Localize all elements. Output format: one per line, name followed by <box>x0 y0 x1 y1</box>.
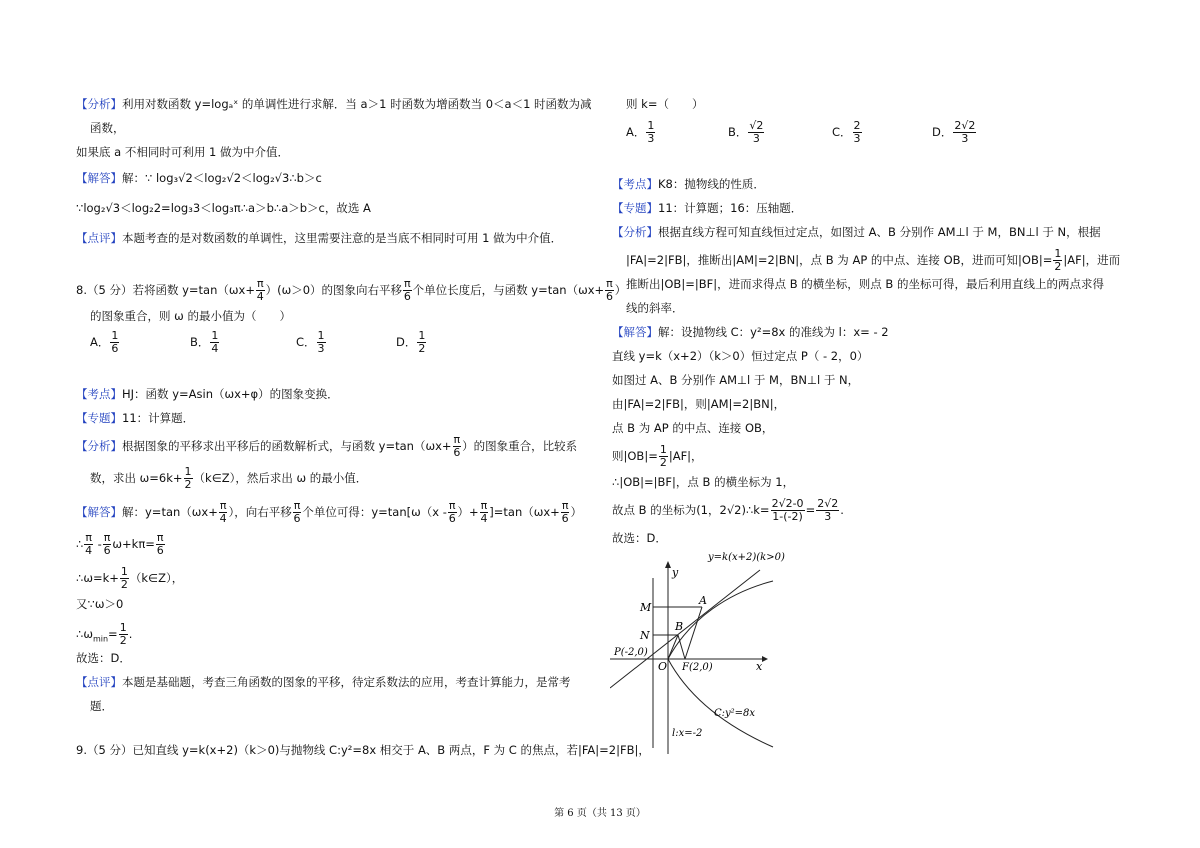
m-label: M <box>640 601 652 614</box>
q9-option-a: A． $\frac{1}{3}$ <box>626 119 655 145</box>
q9-fenxi-2: |FA|=2|FB|，推断出|AM|=2|BN|，点 B 为 AP 的中点、连接 OB，进而可知|OB|= $\frac{1}{2}$ |AF|，进而 <box>626 247 1121 273</box>
l-label: l:x=-2 <box>672 728 703 739</box>
q8-text-b: ）(ω＞0）的图象向右平移 <box>265 283 403 297</box>
q8-fenxi-2: 数，求出 ω=6k+ $\frac{1}{2}$ （k∈Z），然后求出 ω 的最小值． <box>90 465 368 491</box>
answer-tag: 【解答】 <box>76 171 122 185</box>
q8-kaodian: 【考点】HJ：函数 y=Asin（ωx+φ）的图象变换． <box>76 387 339 401</box>
q8-dianping-1: 【点评】本题是基础题，考查三角函数的图象的平移，待定系数法的应用，考查计算能力，是常考 <box>76 675 571 689</box>
q9-line-2: 则 k=（ ） <box>626 97 704 111</box>
q8-jieda-3: ∴ω=k+ $\frac{1}{2}$ （k∈Z）， <box>76 565 184 591</box>
a-label: A <box>699 594 707 607</box>
q8-text-d: ） <box>614 283 627 297</box>
fraction: $\frac{\pi}{4}$ <box>256 277 264 303</box>
q9-jieda-1: 【解答】解：设抛物线 C：y²=8x 的准线为 l：x= - 2 <box>612 325 889 339</box>
y-label: y <box>672 566 679 579</box>
q8-dianping-2: 题． <box>90 699 113 713</box>
segment-af <box>685 607 702 659</box>
b-label: B <box>675 620 684 633</box>
o-label: O <box>658 660 668 673</box>
question-9-line-1: 9.（5 分）已知直线 y=k(x+2)（k＞0)与抛物线 C:y²=8x 相交于 A、B 两点，F 为 C 的焦点，若|FA|=2|FB|， <box>76 743 650 757</box>
fraction: $\frac{\pi}{6}$ <box>605 277 613 303</box>
q9-jieda-2: 直线 y=k（x+2）（k＞0）恒过定点 P（ - 2，0） <box>612 349 869 363</box>
comment-line <box>76 230 562 246</box>
q9-option-b: B． $\frac{√2}{3}$ <box>728 119 764 145</box>
x-label: x <box>756 660 763 673</box>
analysis-tag: 【分析】 <box>76 97 122 111</box>
q8-text-c: 个单位长度后，与函数 y=tan（ωx+ <box>412 283 605 297</box>
q9-jieda-8: 故点 B 的坐标为(1，2√2)∴k= $\frac{2√2-0}{1-(-2)}$ = $\frac{2√2}{3}$ . <box>612 497 844 523</box>
f-label: F(2,0) <box>682 662 713 673</box>
q8-jieda-4: 又∵ω＞0 <box>76 597 124 611</box>
fraction: $\frac{\pi}{6}$ <box>403 277 411 303</box>
q8-option-b: B． $\frac{1}{4}$ <box>190 329 219 355</box>
q9-jieda-3: 如图过 A、B 分别作 AM⊥l 于 M，BN⊥l 于 N， <box>612 373 860 387</box>
q9-jieda-5: 点 B 为 AP 的中点、连接 OB， <box>612 421 774 435</box>
page-footer: 第 6 页（共 13 页） <box>554 808 646 819</box>
q8-fenxi-1: 【分析】根据图象的平移求出平移后的函数解析式，与函数 y=tan（ωx+ $\frac{\pi}{6}$ ）的图象重合，比较系 <box>76 433 578 459</box>
q9-zhuanti: 【专题】11：计算题；16：压轴题． <box>612 201 803 215</box>
q9-jieda-4: 由|FA|=2|FB|，则|AM|=2|BN|， <box>612 397 786 411</box>
q8-jieda-1: 【解答】解：y=tan（ωx+ $\frac{\pi}{4}$ ），向右平移 $\frac{\pi}{6}$ 个单位可得：y=tan[ω（x - $\frac{\pi}{6}$ ）+ $\frac{\pi}{4}$ ]=tan（ωx+ $\frac{\pi}{6}$ ） <box>76 499 582 525</box>
q8-text-a: 8.（5 分）若将函数 y=tan（ωx+ <box>76 283 255 297</box>
q9-jieda-9: 故选：D． <box>612 531 667 545</box>
q8-option-d: D． $\frac{1}{2}$ <box>396 329 426 355</box>
q8-option-c: C． $\frac{1}{3}$ <box>296 329 325 355</box>
q9-fenxi-1: 【分析】根据直线方程可知直线恒过定点，如图过 A、B 分别作 AM⊥l 于 M，BN⊥l 于 N，根据 <box>612 225 1101 239</box>
q8-option-a: A． $\frac{1}{6}$ <box>90 329 119 355</box>
p-label: P(-2,0) <box>614 647 648 658</box>
c-label: C:y²=8x <box>714 708 756 719</box>
analysis-text: 利用对数函数 y=logₐˣ 的单调性进行求解．当 a＞1 时函数为增函数当 0＜a＜1 时函数为减 <box>122 97 592 111</box>
parabola-figure <box>610 548 790 754</box>
q9-fenxi-4: 线的斜率． <box>626 301 684 315</box>
comment-tag: 【点评】 <box>76 231 122 245</box>
analysis-line-2: 函数， <box>90 121 125 135</box>
q8-jieda-5: $\therefore\omega_{min}=$ $\frac{1}{2}$ . <box>76 621 133 647</box>
question-8-line-1 <box>76 278 626 303</box>
line-label: y=k(x+2)(k>0) <box>708 552 785 563</box>
q9-jieda-6: 则|OB|= $\frac{1}{2}$ |AF|， <box>612 443 703 469</box>
q9-fenxi-3: 推断出|OB|=|BF|，进而求得点 B 的横坐标，则点 B 的坐标可得，最后利用直线上的两点求得 <box>626 277 1104 291</box>
analysis-line-3: 如果底 a 不相同时可利用 1 做为中介值． <box>76 145 289 159</box>
q8-jieda-6: 故选：D． <box>76 651 131 665</box>
answer-line-2: ∵log₂√3＜log₂2=log₃3＜log₃π∴a＞b∴a＞b＞c，故选 A <box>76 201 371 215</box>
x-axis-arrow <box>762 656 768 662</box>
answer-line-1 <box>76 170 322 186</box>
q8-zhuanti: 【专题】11：计算题． <box>76 411 195 425</box>
q9-jieda-7: ∴|OB|=|BF|，点 B 的横坐标为 1， <box>612 475 795 489</box>
question-8-line-2: 的图象重合，则 ω 的最小值为（ ） <box>90 309 291 323</box>
q9-option-c: C． $\frac{2}{3}$ <box>832 119 861 145</box>
q8-jieda-2: ∴ $\frac{\pi}{4}$ - $\frac{\pi}{6}$ ω+kπ= $\frac{\pi}{6}$ <box>76 531 164 557</box>
analysis-line-1 <box>76 96 592 112</box>
comment-text: 本题考查的是对数函数的单调性，这里需要注意的是当底不相同时可用 1 做为中介值． <box>122 231 563 245</box>
y-axis-arrow <box>665 561 671 568</box>
q9-kaodian: 【考点】K8：抛物线的性质． <box>612 177 765 191</box>
answer-text: 解：∵ log₃√2＜log₂√2＜log₂√3∴b＞c <box>122 171 322 185</box>
n-label: N <box>640 629 650 642</box>
q9-option-d: D． $\frac{2√2}{3}$ <box>932 119 976 145</box>
